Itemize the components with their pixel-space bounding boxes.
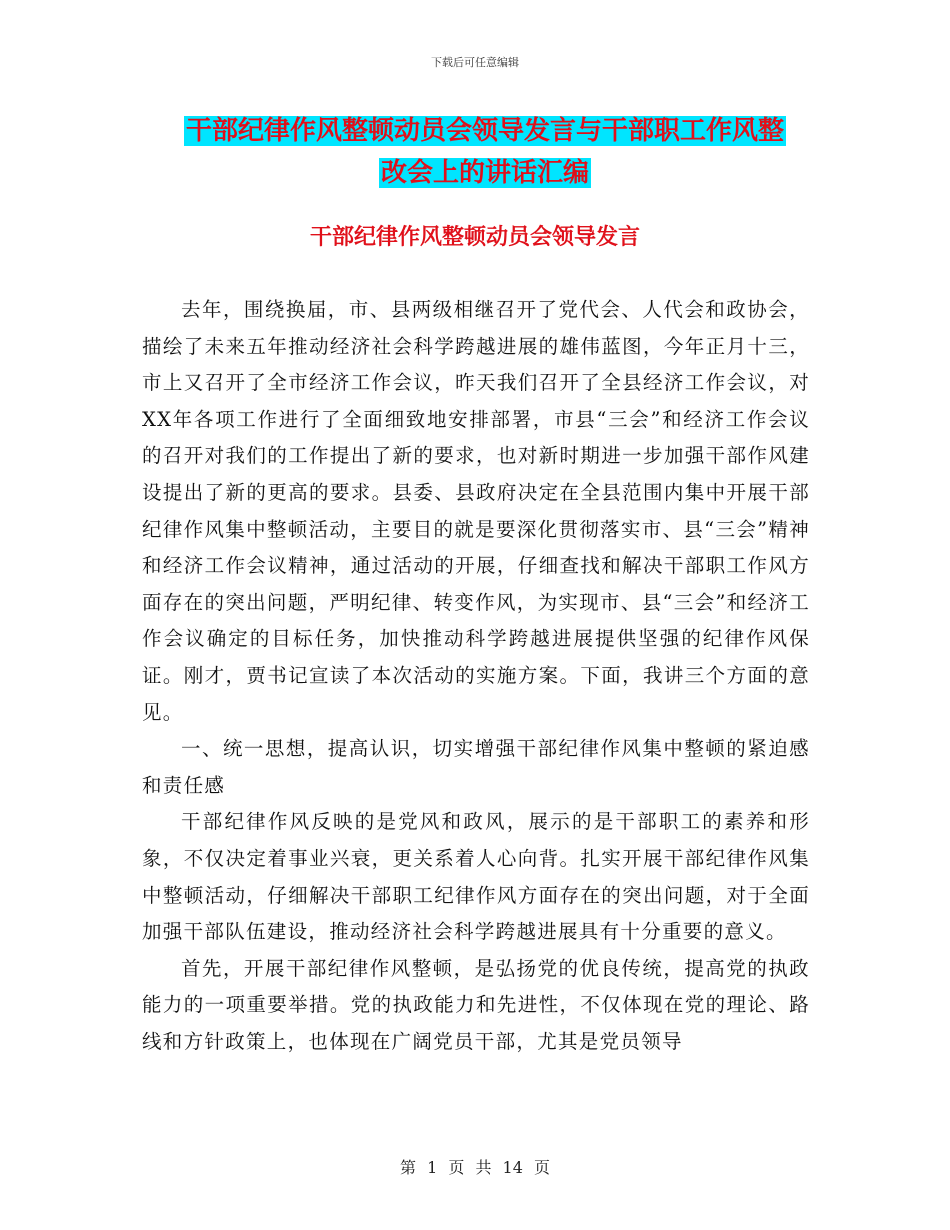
title-line-1: 干部纪律作风整顿动员会领导发言与干部职工作风整 [185, 116, 784, 146]
paragraph: 一、统一思想，提高认识，切实增强干部纪律作风集中整顿的紧迫感和责任感 [142, 737, 810, 797]
title-line-2: 改会上的讲话汇编 [380, 158, 589, 188]
paragraph: 干部纪律作风反映的是党风和政风，展示的是干部职工的素养和形象，不仅决定着事业兴衰，更关系着人心向背。扎实开展干部纪律作风集中整顿活动，仔细解决干部职工纪律作风方面存在的突出问题，对于全面加强干部队伍建设，推动经济社会科学跨越进展具有十分重要的意义。 [142, 810, 810, 944]
paragraph: 去年，围绕换届，市、县两级相继召开了党代会、人代会和政协会，描绘了未来五年推动经济社会科学跨越进展的雄伟蓝图，今年正月十三，市上又召开了全市经济工作会议，昨天我们召开了全县经济工作会议，对XX年各项工作进行了全面细致地安排部署，市县“三会”和经济工作会议的召开对我们的工作提出了新的要求，也对新时期进一步加强干部作风建设提出了新的更高的要求。县委、县政府决定在全县范围内集中开展干部纪律作风集中整顿活动，主要目的就是要深化贯彻落实市、县“三会”精神和经济工作会议精神，通过活动的开展，仔细查找和解决干部职工作风方面存在的突出问题，严明纪律、转变作风，为实现市、县“三会”和经济工作会议确定的目标任务，加快推动科学跨越进展提供坚强的纪律作风保证。刚才，贾书记宣读了本次活动的实施方案。下面，我讲三个方面的意见。 [142, 298, 810, 724]
paragraph: 首先，开展干部纪律作风整顿，是弘扬党的优良传统，提高党的执政能力的一项重要举措。党的执政能力和先进性，不仅体现在党的理论、路线和方针政策上，也体现在广阔党员干部，尤其是党员领导 [142, 956, 810, 1053]
header-note: 下载后可任意编辑 [431, 56, 519, 69]
document-title [140, 110, 830, 194]
document-body [142, 292, 810, 1060]
page-number: 第 1 页 共 14 页 [400, 1158, 550, 1177]
section-title: 干部纪律作风整顿动员会领导发言 [309, 225, 640, 250]
